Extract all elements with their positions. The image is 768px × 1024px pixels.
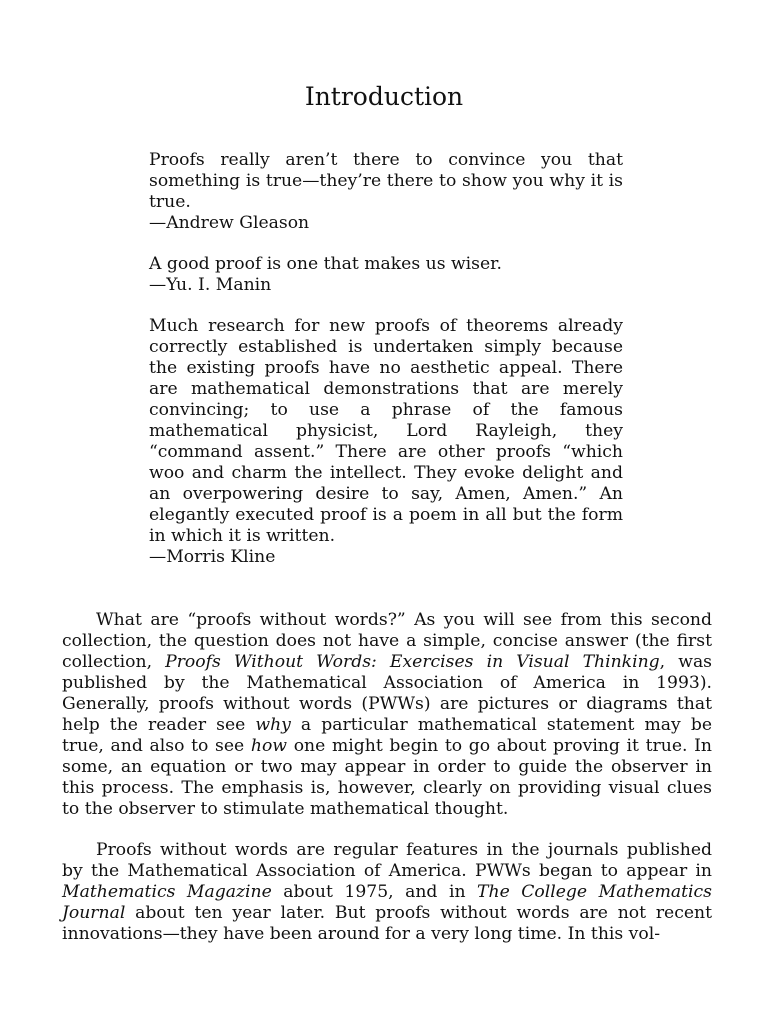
epigraph-attribution: —Morris Kline (149, 547, 276, 567)
text-run: , was published by the Mathematical Association of America in 1993). Generally, proofs without words (PWWs) are pictures or diagrams that help the reader see (62, 652, 713, 735)
body-paragraph-1 (62, 610, 712, 820)
body-paragraph-2 (62, 840, 712, 945)
epigraph-manin (149, 254, 623, 296)
page-title: Introduction (304, 82, 464, 111)
text-run: What are “proofs without words?” As you will see from this second collection, the question does not have a simple, concise answer (the first collection, (62, 610, 712, 672)
text-run: a particular mathematical statement may be true, and also to see (62, 715, 712, 756)
epigraph-quote: A good proof is one that makes us wiser. (149, 254, 502, 274)
text-run: Proofs without words are regular features in the journals published by the Mathematical Association of America. PWWs began to appear in (62, 840, 712, 881)
epigraph-kline (149, 316, 623, 568)
emphasis-why: why (255, 715, 291, 735)
epigraph-quote: Proofs really aren’t there to convince you that something is true—they’re there to show you why it is true. (149, 150, 623, 212)
epigraph-attribution: —Andrew Gleason (149, 213, 310, 233)
epigraphs (149, 150, 623, 588)
epigraph-gleason (149, 150, 623, 234)
text-run: about 1975, and in (271, 882, 478, 902)
epigraph-quote: Much research for new proofs of theorems already correctly established is undertaken simply because the existing proofs have no aesthetic appeal. There are mathematical demonstrations that are merely convincing; to use a phrase of the famous mathematical physicist, Lord Rayleigh, they “command assent.” There are other proofs “which woo and charm the intellect. They evoke delight and an overpowering desire to say, Amen, Amen.” An elegantly executed proof is a poem in all but the form in which it is written. (149, 316, 623, 546)
book-title-italic: Proofs Without Words: Exercises in Visual Thinking (165, 652, 660, 672)
text-run: about ten year later. But proofs without words are not recent innovations—they have been around for a very long time. In this vol- (62, 903, 712, 944)
journal-title-italic: Mathematics Magazine (62, 882, 272, 902)
epigraph-attribution: —Yu. I. Manin (149, 275, 272, 295)
emphasis-how: how (250, 736, 288, 756)
body-text (62, 610, 712, 945)
text-run: one might begin to go about proving it true. In some, an equation or two may appear in order to guide the observer in this process. The emphasis is, however, clearly on providing visual clues to the observer to stimulate mathematical thought. (62, 736, 713, 819)
journal-title-italic: The College Mathematics Journal (62, 882, 712, 923)
